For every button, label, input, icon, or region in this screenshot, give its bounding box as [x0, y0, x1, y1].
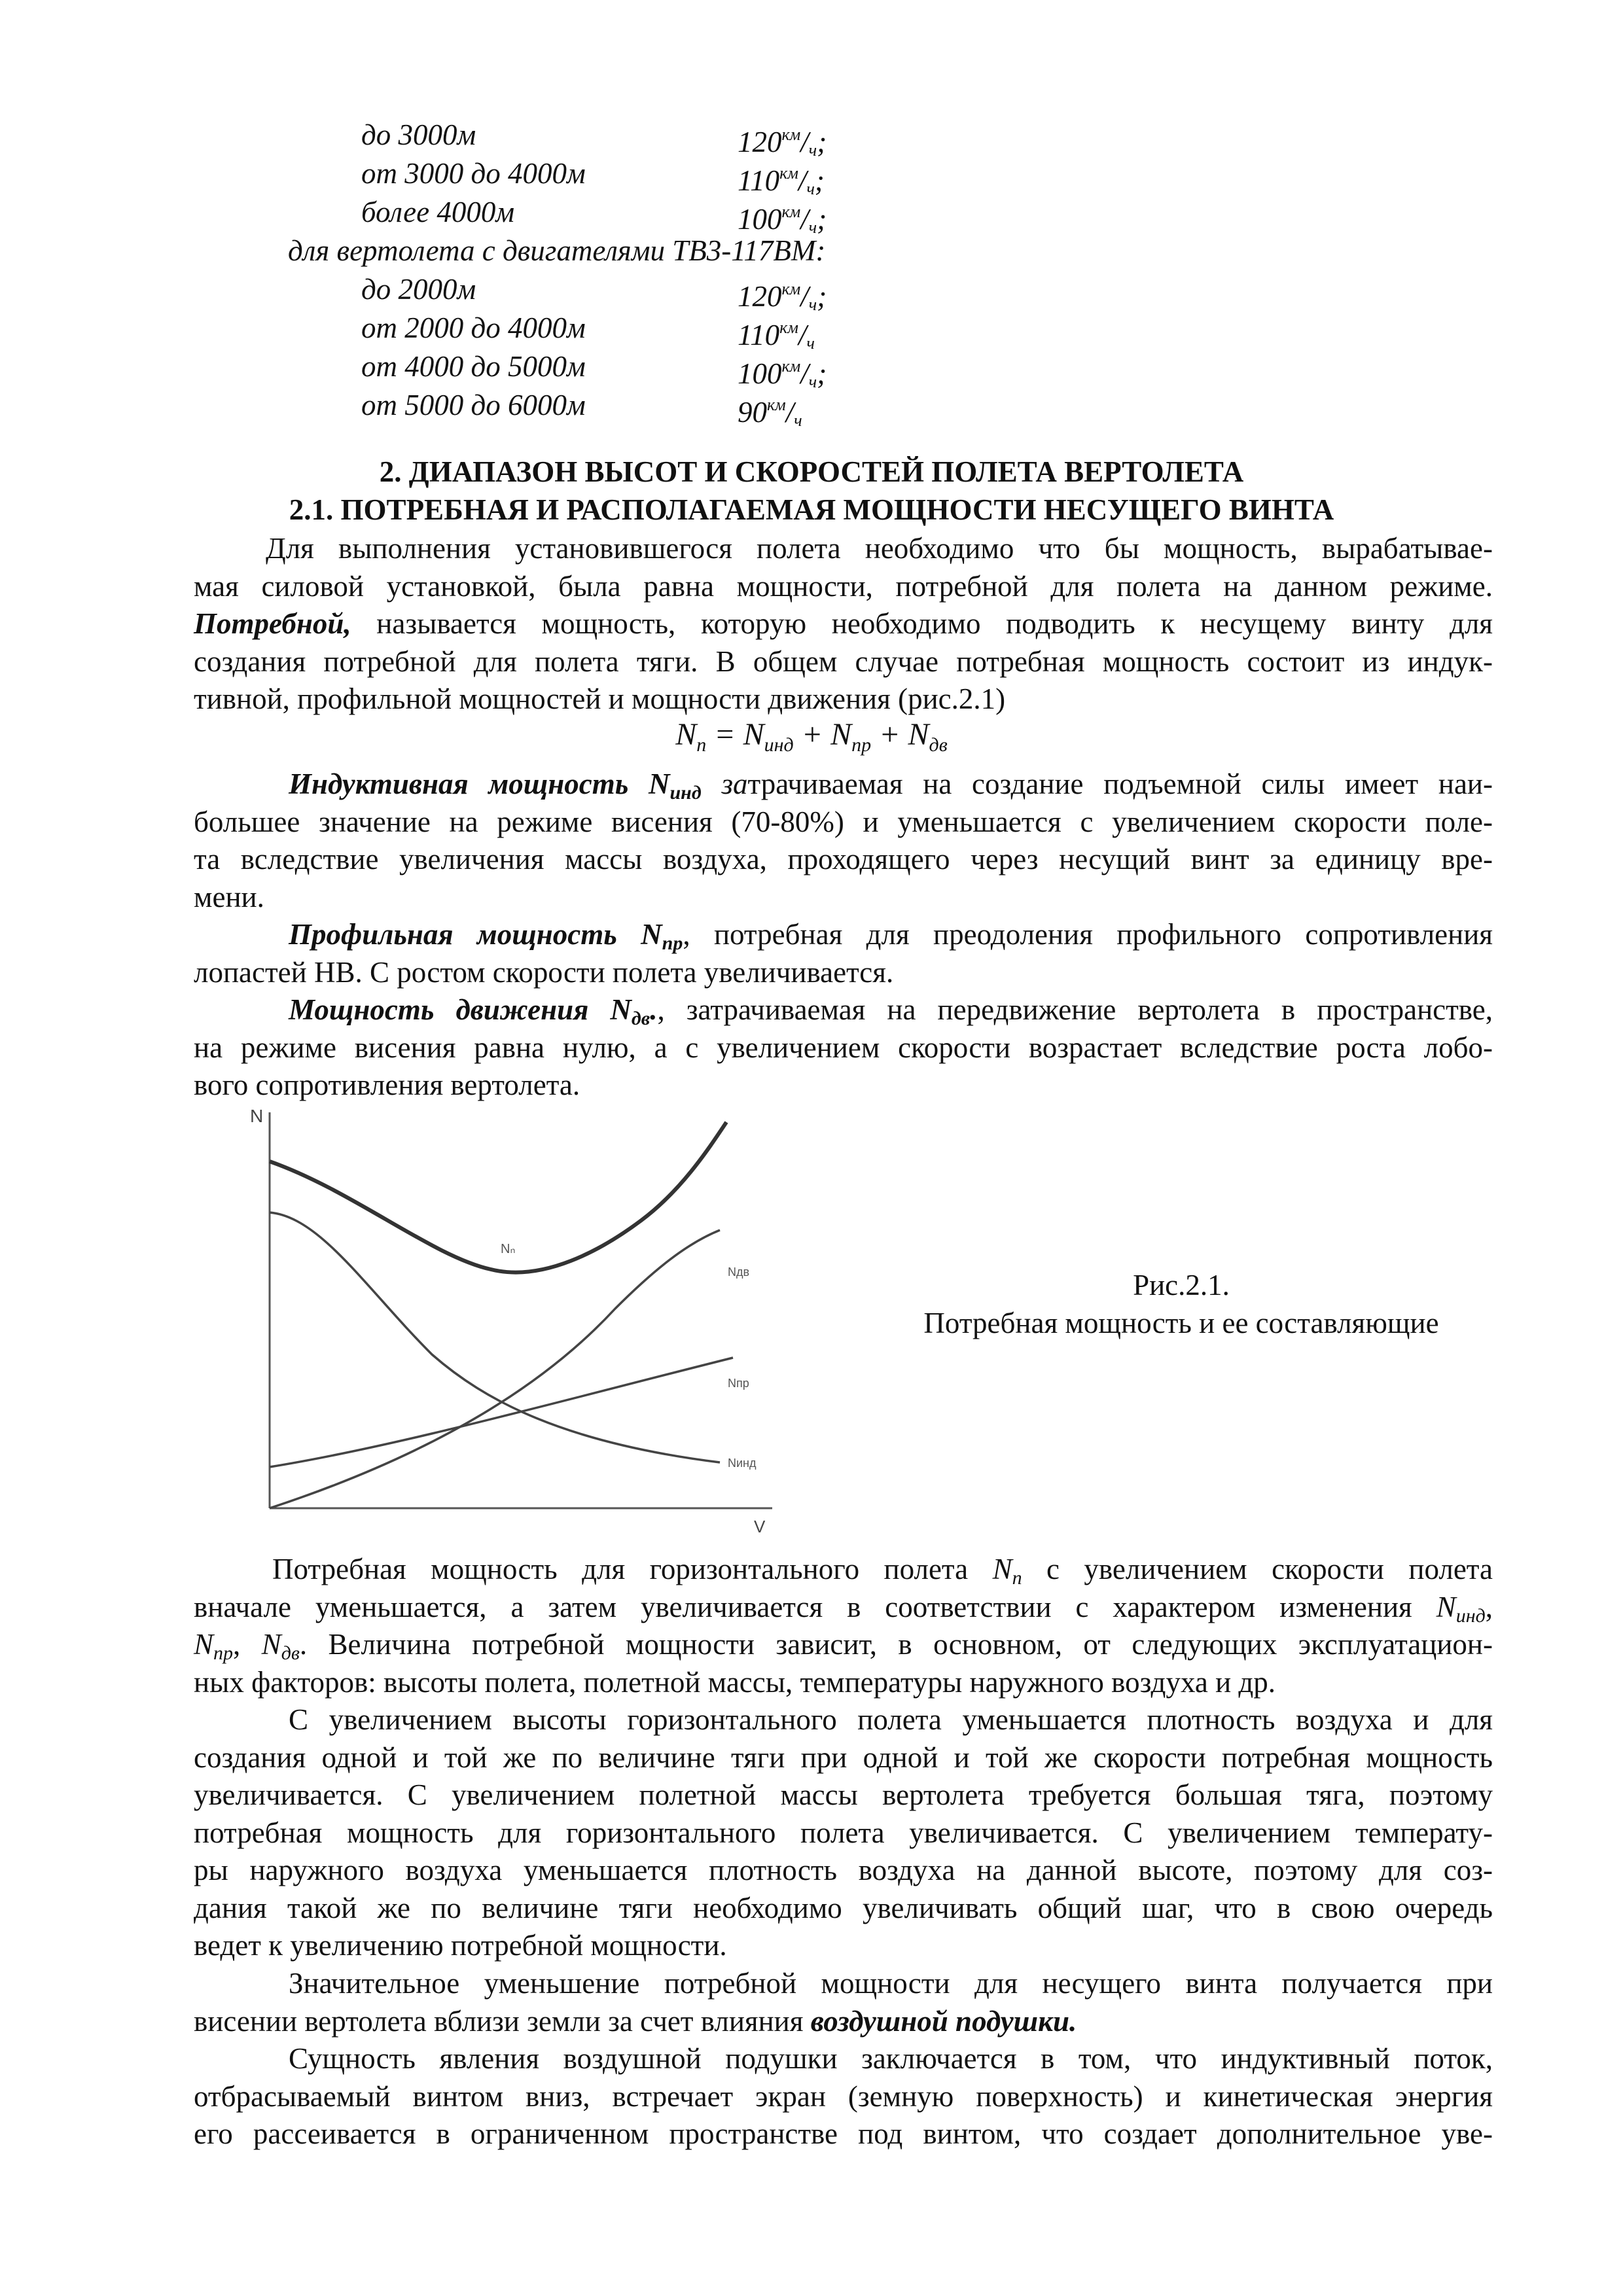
speed-value: $90^{км}/_ч$: [738, 395, 802, 430]
text-line: висении вертолета вблизи земли за счет влияния воздушной подушки.: [194, 2004, 1077, 2038]
text-line: вначале уменьшается, а затем увеличивается в соответствии с характером изменения $N_{инд}$,: [194, 1590, 1493, 1627]
curve-total-power: [270, 1122, 726, 1273]
speed-value: $120^{км}/_ч$;: [738, 279, 827, 314]
text-line: ных факторов: высоты полета, полетной массы, температуры наружного воздуха и др.: [194, 1665, 1276, 1699]
section-title: 2. ДИАПАЗОН ВЫСОТ И СКОРОСТЕЙ ПОЛЕТА ВЕРТОЛЕТА: [379, 455, 1244, 488]
speed-value: $110^{км}/_ч$;: [738, 164, 825, 198]
label-profile-power: Nпр: [728, 1377, 749, 1390]
text-line: Индуктивная мощность $N_{инд}$ затрачиваемая на создание подъемной силы имеет наи-: [289, 768, 1493, 804]
paragraph-inductive: [194, 766, 1493, 916]
text-line: увеличивается. С увеличением полетной массы вертолета требуется большая тяга, поэтому: [194, 1778, 1493, 1811]
altitude-range: до 3000м: [361, 118, 476, 151]
caption-number: Рис.2.1.: [1133, 1269, 1230, 1301]
engine-note: для вертолета с двигателями ТВ3-117ВМ:: [288, 234, 826, 267]
y-axis-label: N: [250, 1106, 264, 1126]
text-line: потребная мощность для горизонтального полета увеличивается. С увеличением температу-: [194, 1816, 1493, 1849]
speed-value: $110^{км}/_ч$: [738, 318, 815, 353]
speed-value: $100^{км}/_ч$;: [738, 202, 827, 237]
paragraph-altitude-effect: [194, 1701, 1493, 1965]
speed-value: $120^{км}/_ч$;: [738, 125, 827, 160]
text-line: на режиме висения равна нулю, а с увеличением скорости возрастает вследствие роста лобо-: [194, 1031, 1493, 1064]
paragraph-ground-effect: [194, 1965, 1493, 2040]
text-line: $N_{пр}$, $N_{дв}$. Величина потребной мощности зависит, в основном, от следующих эксплуатацион-: [194, 1628, 1493, 1664]
text-line: ведет к увеличению потребной мощности.: [194, 1929, 727, 1962]
text-line: большее значение на режиме висения (70-80%) и уменьшается с увеличением скорости поле-: [194, 805, 1493, 838]
altitude-range: до 2000м: [361, 273, 476, 306]
subsection-title: 2.1. ПОТРЕБНАЯ И РАСПОЛАГАЕМАЯ МОЩНОСТИ НЕСУЩЕГО ВИНТА: [289, 493, 1334, 526]
label-inductive-power: Nинд: [728, 1457, 757, 1470]
altitude-range: более 4000м: [361, 196, 515, 228]
curve-profile-power: [270, 1358, 733, 1467]
power-formula: $N_п = N_{инд} + N_{пр} + N_{дв}$: [675, 717, 948, 756]
text-line: Для выполнения установившегося полета необходимо что бы мощность, вырабатывае-: [266, 532, 1493, 565]
altitude-range: от 3000 до 4000м: [361, 157, 586, 190]
power-figure: [236, 1093, 785, 1551]
paragraph-profile: [194, 916, 1493, 991]
altitude-range: от 5000 до 6000м: [361, 389, 586, 421]
curve-inductive-power: [270, 1212, 720, 1462]
text-line: ры наружного воздуха уменьшается плотность воздуха на данной высоте, поэтому для соз-: [194, 1854, 1493, 1886]
text-line: Сущность явления воздушной подушки заключается в том, что индуктивный поток,: [289, 2042, 1493, 2075]
paragraph-air-cushion: [194, 2040, 1493, 2153]
text-line: Мощность движения $N_{дв}$., затрачиваемая на передвижение вертолета в пространстве,: [289, 993, 1493, 1029]
caption-text: Потребная мощность и ее составляющие: [923, 1307, 1439, 1339]
x-axis-label: V: [754, 1517, 766, 1536]
text-line: отбрасываемый винтом вниз, встречает экран (земную поверхность) и кинетическая энергия: [194, 2079, 1493, 2113]
text-line: та вследствие увеличения массы воздуха, проходящего через несущий винт за единицу вре-: [194, 843, 1493, 875]
text-line: тивной, профильной мощностей и мощности движения (рис.2.1): [194, 682, 1006, 715]
text-line: дания такой же по величине тяги необходимо увеличивать общий шаг, что в свою очередь: [194, 1891, 1493, 1924]
text-line: Профильная мощность $N_{пр}$, потребная для преодоления профильного сопротивления: [289, 918, 1493, 954]
speed-value: $100^{км}/_ч$;: [738, 357, 827, 391]
text-line: создания потребной для полета тяги. В общем случае потребная мощность состоит из индук-: [194, 645, 1493, 678]
label-total-power: Nₙ: [501, 1242, 516, 1256]
power-graph: [236, 1093, 785, 1551]
paragraph-motion: [194, 991, 1493, 1104]
text-line: Потребная мощность для горизонтального полета $N_п$ с увеличением скорости полета: [272, 1553, 1493, 1589]
altitude-range: от 4000 до 5000м: [361, 350, 586, 383]
text-line: вого сопротивления вертолета.: [194, 1069, 580, 1101]
text-line: лопастей НВ. С ростом скорости полета увеличивается.: [194, 955, 894, 989]
text-line: С увеличением высоты горизонтального полета уменьшается плотность воздуха и для: [289, 1703, 1493, 1736]
text-line: мени.: [194, 880, 264, 913]
altitude-range: от 2000 до 4000м: [361, 311, 586, 344]
text-line: Значительное уменьшение потребной мощности для несущего винта получается при: [289, 1967, 1493, 2000]
text-line: Потребной, называется мощность, которую необходимо подводить к несущему винту для: [194, 607, 1493, 640]
paragraph-intro: [194, 530, 1493, 718]
text-line: мая силовой установкой, была равна мощности, потребной для полета на данном режиме.: [194, 569, 1493, 603]
figure-caption: [870, 1266, 1492, 1342]
text-line: его рассеивается в ограниченном пространстве под винтом, что создает дополнительное уве-: [194, 2117, 1493, 2150]
text-line: создания одной и той же по величине тяги при одной и той же скорости потребная мощность: [194, 1740, 1493, 1774]
paragraph-horizontal-flight: [194, 1551, 1493, 1701]
label-motion-power: Nдв: [728, 1265, 750, 1279]
